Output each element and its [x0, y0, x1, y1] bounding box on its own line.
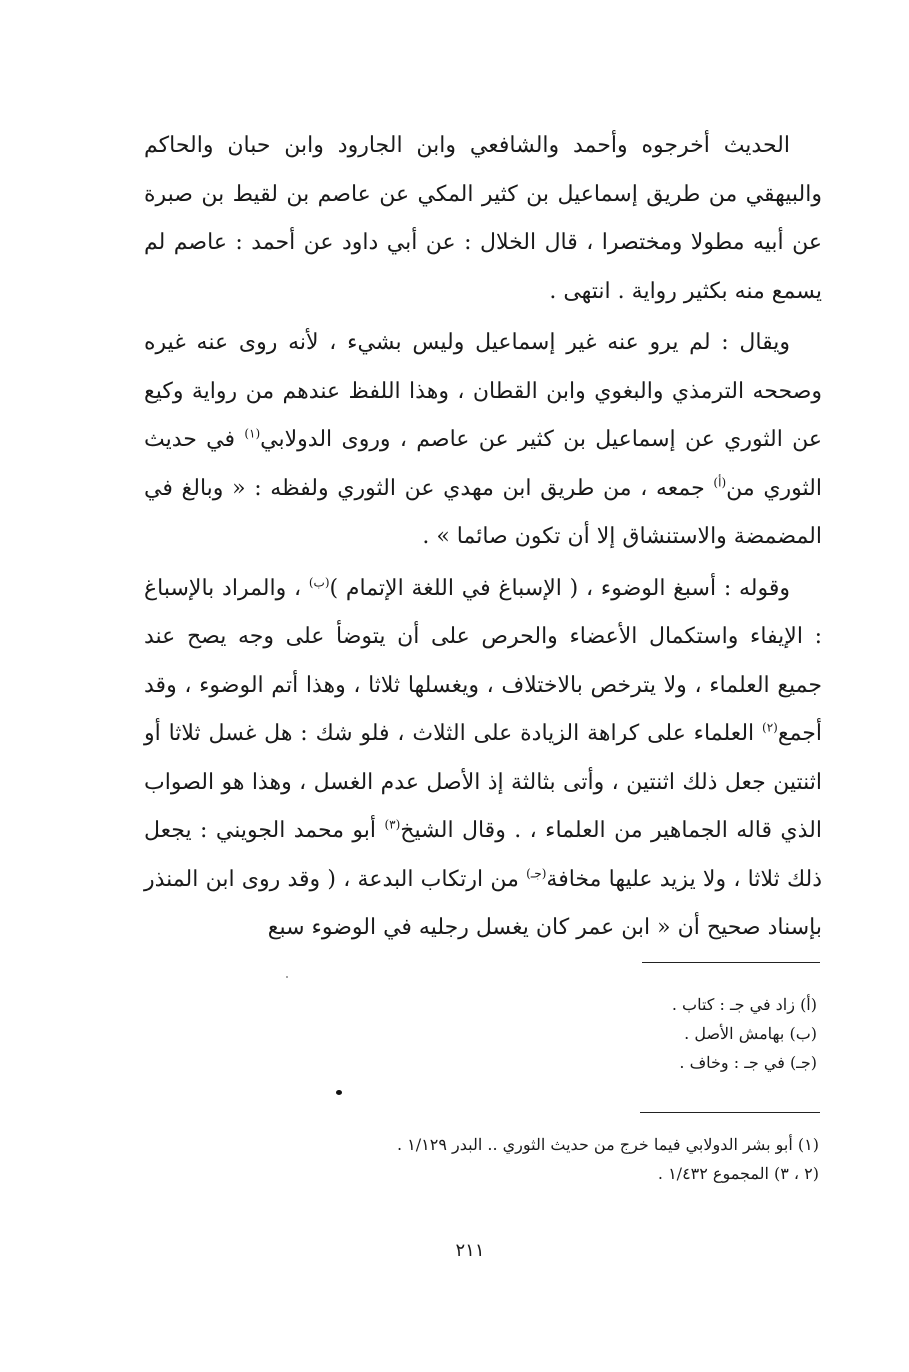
paragraph-text: الحديث أخرجوه وأحمد والشافعي وابن الجارود وابن حبان والحاكم والبيهقي من طريق إسماعيل بن كثير المكي عن عاصم بن لقيط بن صبرة عن أبيه مطولا ومختصرا ، قال الخلال : عن أبي داود عن أحمد : عاصم لم يسمع منه بكثير رواية . انتهى . [144, 133, 822, 304]
apparatus-marker: (جـ) [526, 866, 547, 881]
paragraph-1 [144, 122, 822, 316]
ink-speck [286, 976, 288, 978]
footnote-marker: (٢) [762, 720, 778, 735]
apparatus-notes [672, 990, 817, 1077]
paragraph-text: ويقال : لم يرو عنه غير إسماعيل وليس بشيء ، لأنه روى عنه غيره وصححه الترمذي والبغوي وابن القطان ، وهذا اللفظ عندهم من رواية وكيع عن الثوري عن إسماعيل بن كثير عن عاصم ، وروى الدولابي [144, 330, 822, 452]
footnote-separator [640, 1112, 820, 1113]
apparatus-separator [642, 962, 820, 963]
footnote: (١) أبو بشر الدولابي فيما خرج من حديث الثوري .. البدر ١/١٢٩ . [396, 1135, 819, 1154]
paragraph-text: وقوله : أسبغ الوضوء ، ( الإسباغ في اللغة الإتمام ) [329, 575, 791, 601]
paragraph-text: جمعه ، من طريق ابن مهدي عن الثوري ولفظه : « وبالغ في المضمضة والاستنشاق إلا أن تكون صائما » . [144, 475, 822, 549]
apparatus-note: (جـ) في جـ : وخاف . [679, 1053, 817, 1072]
apparatus-note: (أ) زاد في جـ : كتاب . [671, 995, 817, 1014]
apparatus-note: (ب) بهامش الأصل . [684, 1024, 817, 1043]
page-number: ٢١١ [455, 1240, 485, 1261]
apparatus-marker: (ب) [308, 575, 330, 590]
paragraph-3 [144, 565, 822, 953]
paragraph-text: العلماء على كراهة الزيادة على الثلاث ، فلو شك : هل غسل ثلاثا أو اثنتين جعل ذلك اثنتين ، وأتى بثالثة إذ الأصل عدم الغسل ، وهذا هو الصواب الذي قاله الجماهير من العلماء ، . وقال الشيخ [144, 721, 822, 843]
main-text [144, 122, 822, 953]
footnote-marker: (٣) [384, 817, 401, 832]
paragraph-text: أبو محمد الجويني : يجعل ذلك ثلاثا ، ولا يزيد عليها مخافة [144, 818, 822, 892]
paragraph-2 [144, 319, 822, 562]
footnotes [397, 1130, 819, 1188]
paragraph-text: في حديث الثوري من [144, 427, 822, 501]
paragraph-text: من ارتكاب البدعة ، ( وقد روى ابن المنذر بإسناد صحيح أن « ابن عمر كان يغسل رجليه في الوضوء سبع [144, 866, 822, 940]
footnote: (٢ ، ٣) المجموع ١/٤٣٢ . [657, 1164, 819, 1183]
footnote-marker: (١) [244, 426, 261, 441]
paragraph-text: ، والمراد بالإسباغ : الإيفاء واستكمال الأعضاء والحرص على أن يتوضأ على وجه يصح عند جميع العلماء ، ولا يترخص بالاختلاف ، ويغسلها ثلاثا ، وهذا أتم الوضوء ، وقد أجمع [144, 575, 822, 746]
ink-speck [336, 1090, 342, 1095]
apparatus-marker: (أ) [713, 475, 727, 490]
